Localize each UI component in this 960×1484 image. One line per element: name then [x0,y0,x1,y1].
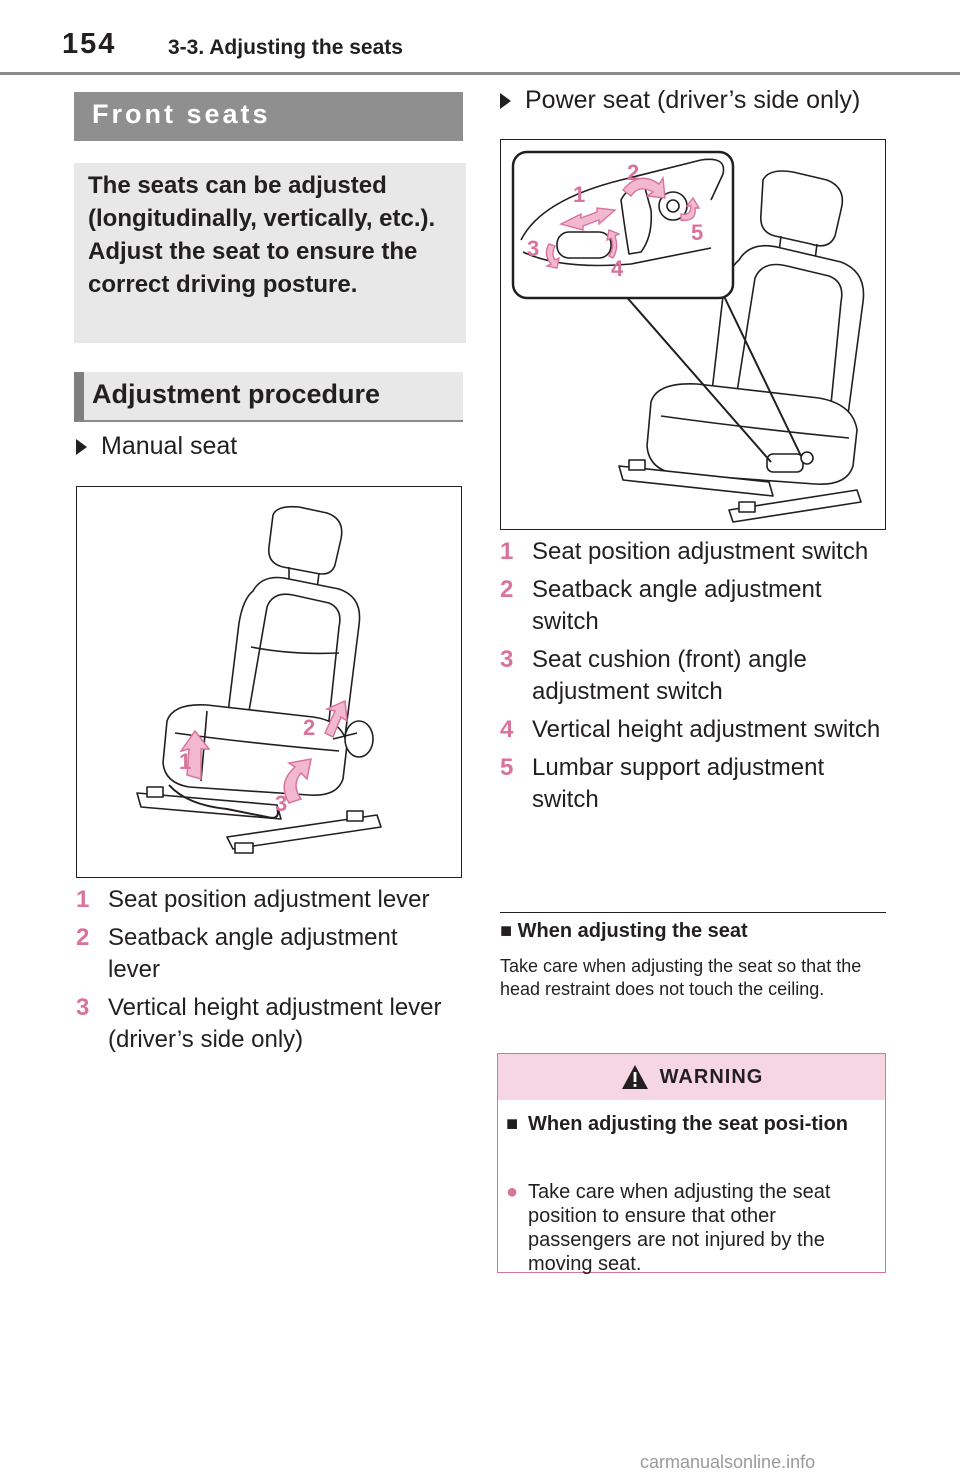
power-seat-figure [500,139,886,530]
list-item [76,992,456,1056]
list-item [500,536,886,568]
triangle-bullet-icon [76,439,87,455]
front-seats-heading [74,92,463,141]
list-item [76,884,456,916]
note-body: Take care when adjusting the seat so that the head restraint does not touch the ceiling. [500,956,862,999]
manual-seat-figure [76,486,462,878]
manual-callout-2: 2 [303,715,316,740]
warning-triangle-icon [620,1063,650,1091]
power-callout-3: 3 [527,236,540,261]
circle-bullet-icon: ● [506,1181,519,1203]
item-number: 1 [76,886,90,913]
item-text: Vertical height adjustment lever (driver’s side only) [108,994,442,1053]
item-number: 3 [76,994,90,1021]
item-number: 5 [500,754,514,781]
item-text: Vertical height adjustment switch [532,716,881,743]
item-text: Seatback angle adjustment lever [108,924,398,983]
list-item [76,922,456,986]
manual-seat-subheading [76,432,237,461]
list-item [500,644,886,708]
warning-title: WARNING [659,1065,764,1088]
power-callout-5: 5 [691,220,704,245]
power-callout-4: 4 [611,256,624,281]
item-number: 2 [500,576,514,603]
list-item [500,714,886,746]
warning-bullet-text: Take care when adjusting the seat position to ensure that other passengers are not injured by the moving seat. [528,1181,831,1275]
manual-seat-illustration [77,487,460,876]
item-number: 4 [500,716,514,743]
note-divider [500,912,886,913]
item-text: Seatback angle adjustment switch [532,576,822,635]
header-rule [0,72,960,75]
list-item [500,574,886,638]
square-bullet-icon: ■ [500,920,513,942]
manual-callout-1: 1 [179,749,192,774]
warning-subheading-text: When adjusting the seat posi-tion [528,1113,848,1135]
watermark: carmanualsonline.info [640,1452,816,1472]
item-text: Seat position adjustment switch [532,538,869,565]
item-number: 1 [500,538,514,565]
power-seat-illustration [501,140,884,528]
adjustment-procedure-heading [74,372,463,422]
power-seat-label: Power seat (driver’s side only) [525,86,861,114]
manual-seat-list [76,884,456,1062]
warning-box [497,1053,886,1273]
section-title: 3-3. Adjusting the seats [168,36,403,59]
intro-text: The seats can be adjusted (longitudinally, vertically, etc.). Adjust the seat to ensure the correct driving posture. [88,172,436,298]
power-seat-subheading [500,86,860,115]
adjustment-procedure-title: Adjustment procedure [92,379,381,409]
item-number: 3 [500,646,514,673]
item-text: Lumbar support adjustment switch [532,754,825,813]
warning-subheading [506,1112,876,1136]
power-seat-list [500,536,886,822]
manual-callout-3: 3 [275,791,288,816]
warning-bullet [506,1180,876,1276]
item-number: 2 [76,924,90,951]
item-text: Seat cushion (front) angle adjustment switch [532,646,807,705]
front-seats-title: Front seats [92,99,271,129]
power-callout-2: 2 [627,160,640,185]
note-heading [500,920,748,943]
square-bullet-icon: ■ [506,1113,519,1135]
list-item [500,752,886,816]
item-text: Seat position adjustment lever [108,886,430,913]
manual-seat-label: Manual seat [101,432,238,460]
page-number: 154 [62,28,117,60]
triangle-bullet-icon [500,93,511,109]
intro-box [74,163,466,343]
note-heading-text: When adjusting the seat [517,920,748,942]
warning-header [498,1054,885,1100]
page-header [0,0,960,76]
power-callout-1: 1 [573,182,586,207]
